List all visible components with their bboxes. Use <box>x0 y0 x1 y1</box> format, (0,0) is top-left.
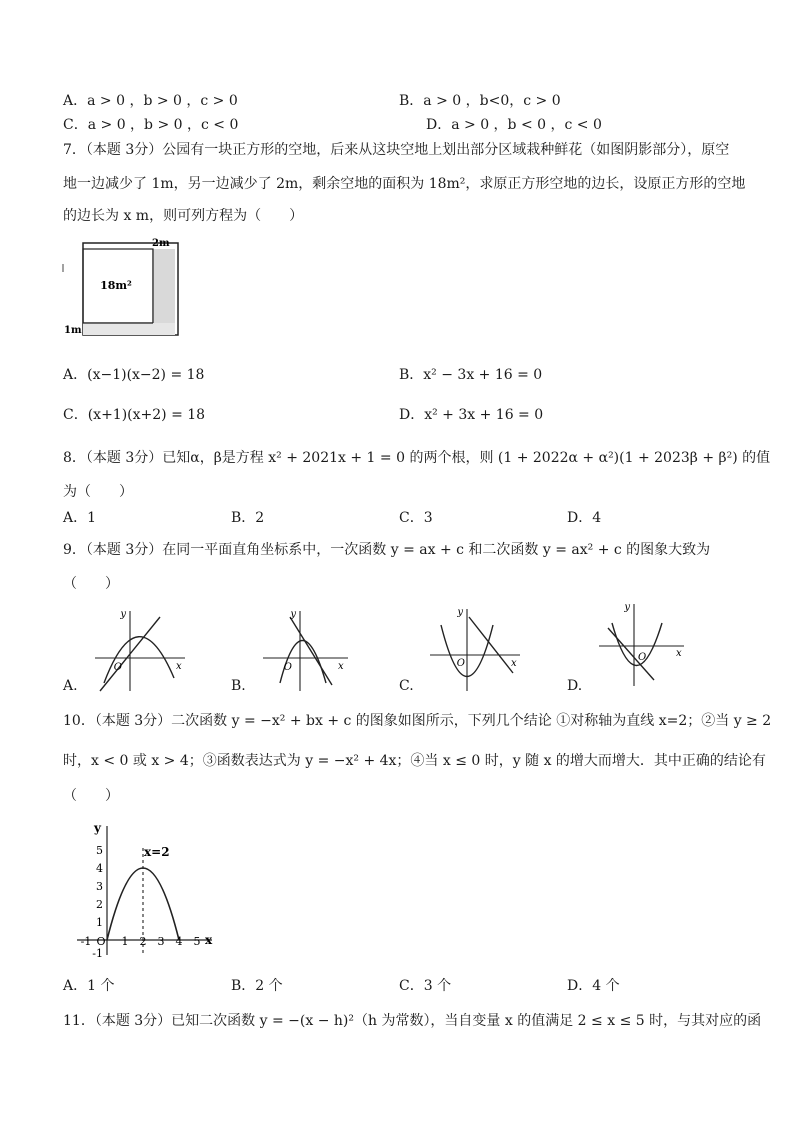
q10-y-tick: 3 <box>96 880 103 893</box>
q10-y-tick: 1 <box>96 916 103 929</box>
q10-x-tick: 1 <box>121 935 129 948</box>
q6-option-d[interactable]: D．a > 0 ，b < 0 ，c < 0 <box>426 117 602 133</box>
q9-option-b[interactable]: B. <box>231 678 246 694</box>
q7-top-label: 2m <box>152 238 170 249</box>
q9-graph-c <box>425 603 525 693</box>
q7-option-a[interactable]: A．(x−1)(x−2) = 18 <box>63 367 205 383</box>
q10-x-tick: -1 <box>80 935 92 948</box>
svg-text:y: y <box>624 602 630 613</box>
q7-shaded-strip-bottom <box>83 323 175 335</box>
q10-y-label: y <box>94 821 101 835</box>
q9-graph-d <box>594 598 694 688</box>
q10-graph <box>72 820 222 960</box>
q7-stem-line2: 地一边减少了 1m，另一边减少了 2m，剩余空地的面积为 18m²，求原正方形空地的边长，设原正方形的空地 <box>63 176 746 192</box>
svg-text:O: O <box>113 662 122 673</box>
q10-x-label: x <box>205 933 213 947</box>
q8-stem-line1: 8．（本题 3分）已知α，β是方程 x² + 2021x + 1 = 0 的两个根，则 (1 + 2022α + α²)(1 + 2023β + β²) 的值 <box>63 450 771 466</box>
q8-option-c[interactable]: C．3 <box>399 510 433 526</box>
q7-option-b[interactable]: B．x² − 3x + 16 = 0 <box>399 367 543 383</box>
q7-shaded-strip-right <box>153 249 175 323</box>
q8-option-d[interactable]: D．4 <box>567 510 602 526</box>
q10-x-tick: 3 <box>157 935 165 948</box>
q10-x-tick: O <box>96 935 106 948</box>
q10-axis-line-label: x=2 <box>144 845 170 859</box>
q10-y-tick: 5 <box>96 844 103 857</box>
q10-y-tick: 4 <box>96 862 103 875</box>
q7-area-label: 18m² <box>100 279 132 292</box>
q10-option-d[interactable]: D．4 个 <box>567 978 620 994</box>
q9-option-d[interactable]: D. <box>567 678 583 694</box>
svg-text:O: O <box>283 662 292 673</box>
q7-option-c[interactable]: C．(x+1)(x+2) = 18 <box>63 407 206 423</box>
svg-text:O: O <box>638 652 647 663</box>
q6-option-c[interactable]: C．a > 0 ，b > 0 ，c < 0 <box>63 117 239 133</box>
q11-stem-line1: 11．（本题 3分）已知二次函数 y = −(x − h)²（h 为常数），当自变量 x 的值满足 2 ≤ x ≤ 5 时，与其对应的函 <box>63 1013 762 1029</box>
q8-stem-line2: 为（ ） <box>63 484 133 500</box>
svg-text:y: y <box>290 609 296 620</box>
q10-option-a[interactable]: A．1 个 <box>63 978 115 994</box>
q6-option-a[interactable]: A．a > 0 ，b > 0 ，c > 0 <box>63 93 238 109</box>
q7-bottom-label: 1m <box>64 325 82 336</box>
q8-option-b[interactable]: B．2 <box>231 510 265 526</box>
q10-stem-line2: 时，x < 0 或 x > 4；③函数表达式为 y = −x² + 4x；④当 x ≤ 0 时，y 随 x 的增大而增大．其中正确的结论有 <box>63 753 766 769</box>
q10-x-tick: 5 <box>193 935 201 948</box>
svg-text:O: O <box>456 658 465 669</box>
q7-figure <box>58 236 188 340</box>
q9-graph-a <box>90 603 190 693</box>
q7-stem-line1: 7．（本题 3分）公园有一块正方形的空地，后来从这块空地上划出部分区域栽种鲜花（如图阴影部分），原空 <box>63 142 730 158</box>
q9-stem-line1: 9．（本题 3分）在同一平面直角坐标系中，一次函数 y = ax + c 和二次函数 y = ax² + c 的图象大致为 <box>63 542 711 558</box>
q6-option-b[interactable]: B．a > 0 ，b<0，c > 0 <box>399 93 561 109</box>
svg-text:x: x <box>176 661 182 672</box>
svg-text:y: y <box>120 609 126 620</box>
svg-text:x: x <box>676 648 682 659</box>
q9-stem-line2: （ ） <box>63 576 119 592</box>
q8-option-a[interactable]: A．1 <box>63 510 97 526</box>
q10-stem-line3: （ ） <box>63 788 119 804</box>
q10-x-tick: 2 <box>139 935 147 948</box>
q10-y-tick: -1 <box>92 947 103 960</box>
svg-text:x: x <box>511 658 517 669</box>
q10-option-b[interactable]: B．2 个 <box>231 978 283 994</box>
q9-graph-b <box>258 603 358 693</box>
q10-y-tick: 2 <box>96 898 103 911</box>
q10-stem-line1: 10．（本题 3分）二次函数 y = −x² + bx + c 的图象如图所示，下列几个结论 ①对称轴为直线 x=2；②当 y ≥ 2 <box>63 713 772 729</box>
q7-stem-line3: 的边长为 x m，则可列方程为（ ） <box>63 208 304 224</box>
q10-x-tick: 4 <box>175 935 183 948</box>
q10-option-c[interactable]: C．3 个 <box>399 978 452 994</box>
q9-option-c[interactable]: C. <box>399 678 414 694</box>
q9-option-a[interactable]: A. <box>63 678 78 694</box>
svg-text:y: y <box>457 607 463 618</box>
q7-option-d[interactable]: D．x² + 3x + 16 = 0 <box>399 407 544 423</box>
svg-text:x: x <box>338 661 344 672</box>
